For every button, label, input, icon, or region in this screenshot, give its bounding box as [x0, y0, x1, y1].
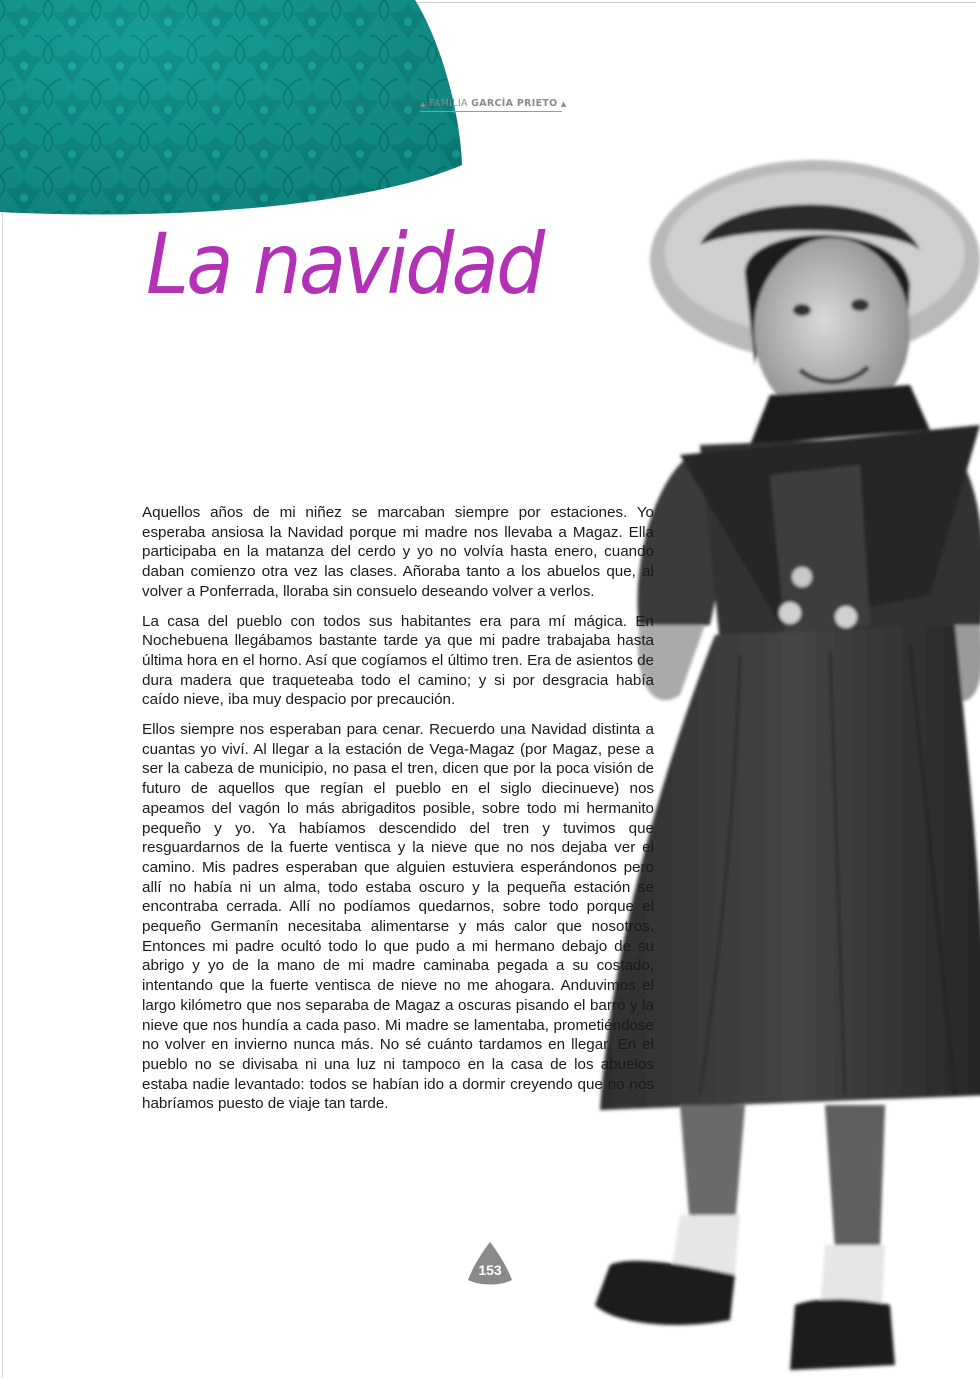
teal-pattern-band [0, 0, 470, 220]
page-number-marker [466, 1240, 514, 1286]
header-prefix: FAMILIA [429, 98, 468, 109]
triangle-icon: ▲ [560, 100, 567, 108]
page-title: La navidad [146, 215, 543, 313]
paragraph: Aquellos años de mi niñez se marcaban siempre por estaciones. Yo esperaba ansiosa la Navidad porque mi madre nos llevaba a Magaz. Ella participaba en la matanza del cerdo y yo no volvía hasta enero, cuando daban comienzo otra vez las clases. Añoraba tanto a los abuelos que, al volver a Ponferrada, lloraba sin consuelo deseando volver a verlos. [142, 504, 654, 600]
header-family-name: GARCÍA PRIETO [471, 98, 558, 109]
body-text [142, 503, 654, 1124]
page-number: 153 [478, 1262, 502, 1278]
paragraph: La casa del pueblo con todos sus habitantes era para mí mágica. En Nochebuena llegábamos bastante tarde ya que mi padre trabajaba hasta última hora en el horno. Así que cogíamos el último tren. Era de asientos de dura madera que traqueteaba todo el camino; y si por desgracia había caído nieve, iba muy despacio por precaución. [142, 612, 654, 709]
paragraph: Ellos siempre nos esperaban para cenar. Recuerdo una Navidad distinta a cuantas yo viví. Al llegar a la estación de Vega-Magaz (por Magaz, pese a ser la cabeza de municipio, no pasa el tren, dicen que por la poca visión de futuro de aquellos que regían el pueblo en el siglo diecinueve) nos apeamos del vagón lo más abrigaditos posible, sobre todo mi hermanito pequeño y yo. Ya habíamos descendido del tren y tuvimos que resguardarnos de la fuerte ventisca y la nieve que no nos dejaba ver el camino. Mis padres esperaban que alguien estuviera esperándonos pero allí no había ni un alma, todo estaba oscuro y la pequeña estación se encontraba cerrada. Allí no podíamos quedarnos, sobre todo porque el pequeño Germanín necesitaba alimentarse y más calor que nosotros. Entonces mi padre ocultó todo lo que pudo a mi hermano debajo de su abrigo y yo de la mano de mi madre caminaba pegada a su costado, intentando que la fuerte ventisca de nieve no me ahogara. Anduvimos el largo kilómetro que nos separaba de Magaz a oscuras pisando el barro y la nieve que nos hundía a cada paso. Mi madre se lamentaba, prometiéndose no volver en invierno nunca más. No sé cuánto tardamos en llegar. En el pueblo no se divisaba ni una luz ni tampoco en la casa de los abuelos estaba nadie levantado: todos se habían ido a dormir creyendo que no nos habríamos puesto de viaje tan tarde. [142, 721, 654, 1113]
triangle-icon: ▲ [420, 100, 426, 108]
running-header [420, 98, 567, 112]
